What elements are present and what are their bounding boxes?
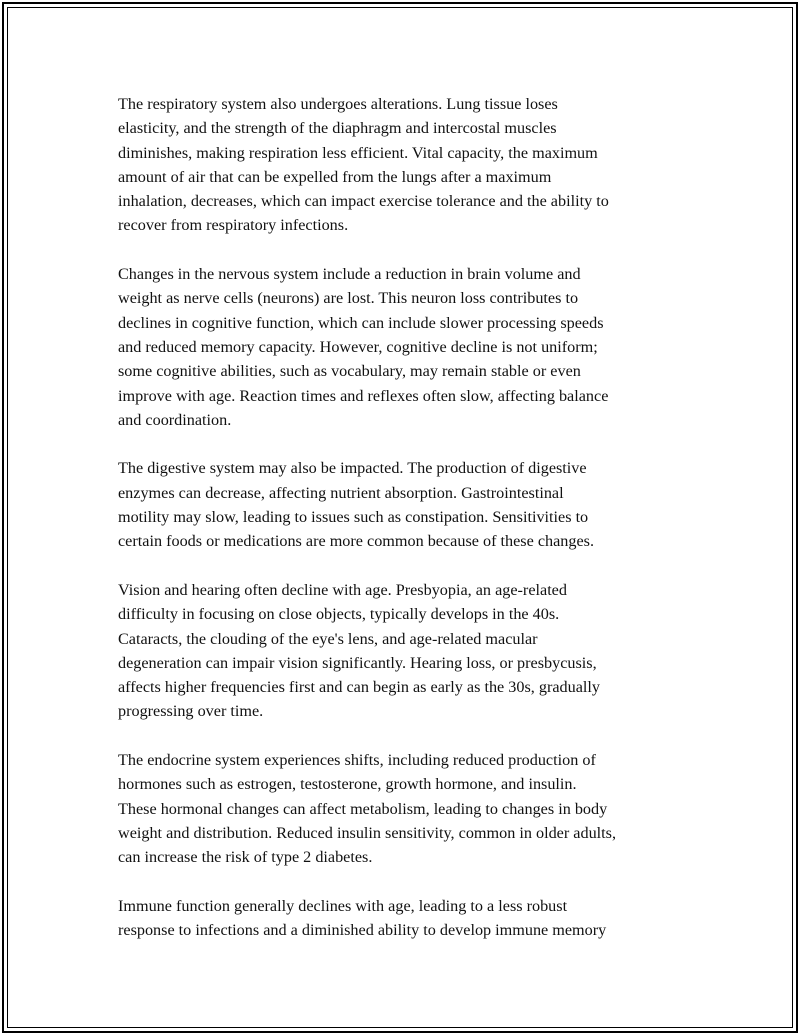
paragraph-endocrine-system: The endocrine system experiences shifts, including reduced production of hormones such as estrogen, testosterone, growth hormone, and insulin. These hormonal changes can affect metabolism, leading to changes in body weight and distribution. Reduced insulin sensitivity, common in older adults, can increase the risk of type 2 diabetes.: [118, 751, 617, 867]
paragraph-immune-function: Immune function generally declines with age, leading to a less robust response to infections and a diminished ability to develop immune memory: [118, 896, 607, 940]
paragraph-nervous-system: Changes in the nervous system include a reduction in brain volume and weight as nerve cells (neurons) are lost. This neuron loss contributes to declines in cognitive function, which can include slower processing speeds and reduced memory capacity. However, cognitive decline is not uniform; some cognitive abilities, such as vocabulary, may remain stable or even improve with age. Reaction times and reflexes often slow, affecting balance and coordination.: [118, 265, 609, 429]
document-body: [118, 92, 693, 967]
paragraph-vision-hearing: Vision and hearing often decline with age. Presbyopia, an age-related difficulty in focusing on close objects, typically develops in the 40s. Cataracts, the clouding of the eye's lens, and age-related macular degeneration can impair vision significantly. Hearing loss, or presbycusis, affects higher frequencies first and can begin as early as the 30s, gradually progressing over time.: [118, 580, 600, 721]
paragraph-digestive-system: The digestive system may also be impacted. The production of digestive enzymes can decrease, affecting nutrient absorption. Gastrointestinal motility may slow, leading to issues such as constipation. Sensitivities to certain foods or medications are more common because of these changes.: [118, 459, 594, 551]
paragraph-respiratory-system: The respiratory system also undergoes alterations. Lung tissue loses elasticity, and the strength of the diaphragm and intercostal muscles diminishes, making respiration less efficient. Vital capacity, the maximum amount of air that can be expelled from the lungs after a maximum inhalation, decreases, which can impact exercise tolerance and the ability to recover from respiratory infections.: [118, 95, 609, 235]
